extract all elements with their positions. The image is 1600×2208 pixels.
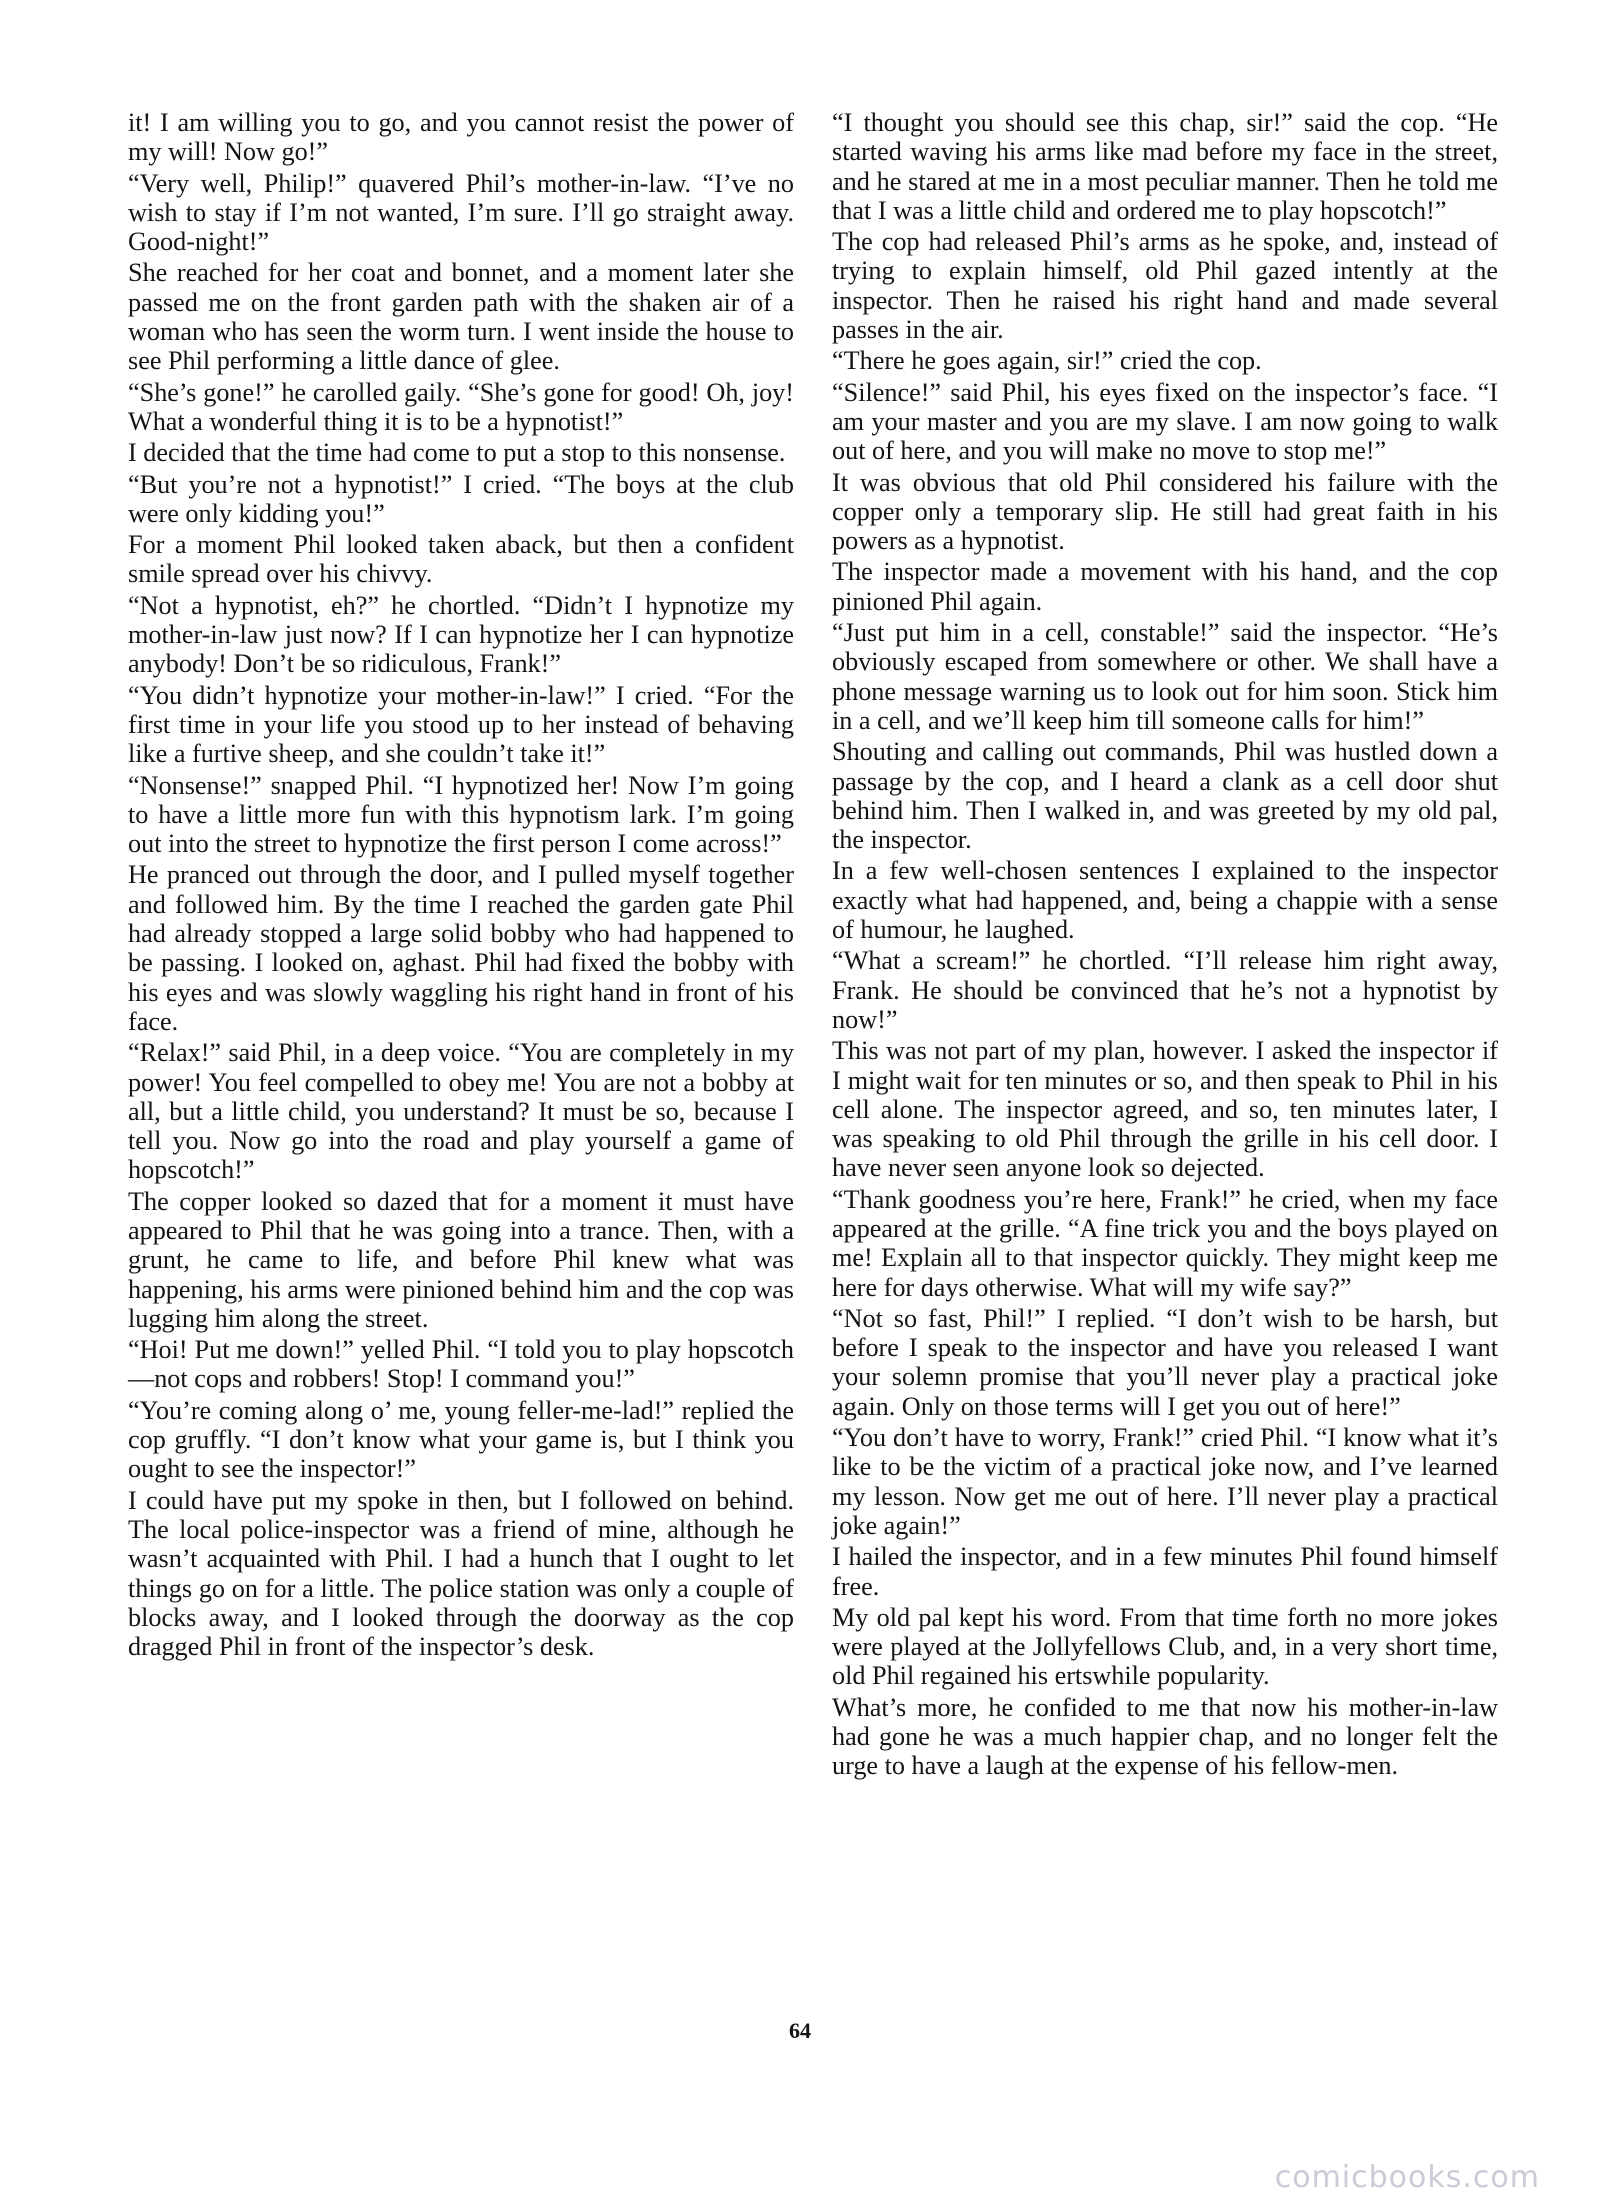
paragraph: For a moment Phil looked taken aback, but then a confident smile spread over his chivvy. <box>128 530 794 589</box>
paragraph: I hailed the inspector, and in a few minutes Phil found himself free. <box>832 1542 1498 1601</box>
text-column-right <box>832 108 1498 1783</box>
paragraph: “Nonsense!” snapped Phil. “I hypnotized her! Now I’m going to have a little more fun with this hypnotism lark. I’m going out into the street to hypnotize the first person I come across!” <box>128 770 794 859</box>
paragraph: It was obvious that old Phil considered his failure with the copper only a temporary slip. He still had great faith in his powers as a hypnotist. <box>832 467 1498 556</box>
paragraph: “You didn’t hypnotize your mother-in-law!” I cried. “For the first time in your life you stood up to her instead of behaving like a furtive sheep, and she couldn’t take it!” <box>128 680 794 769</box>
paragraph: The copper looked so dazed that for a moment it must have appeared to Phil that he was going into a trance. Then, with a grunt, he came to life, and before Phil knew what was happening, his arms were pinioned behind him and the cop was lugging him along the street. <box>128 1186 794 1333</box>
paragraph: My old pal kept his word. From that time forth no more jokes were played at the Jollyfellows Club, and, in a very short time, old Phil regained his ertswhile popularity. <box>832 1602 1498 1691</box>
paragraph: “You’re coming along o’ me, young feller-me-lad!” replied the cop gruffly. “I don’t know what your game is, but I think you ought to see the inspector!” <box>128 1395 794 1484</box>
paragraph: “Just put him in a cell, constable!” said the inspector. “He’s obviously escaped from somewhere or other. We shall have a phone message warning us to look out for him soon. Stick him in a cell, and we’ll keep him till someone calls for him!” <box>832 618 1498 735</box>
page-number: 64 <box>789 2018 811 2043</box>
paragraph: it! I am willing you to go, and you cannot resist the power of my will! Now go!” <box>128 108 794 167</box>
paragraph: He pranced out through the door, and I pulled myself together and followed him. By the time I reached the garden gate Phil had already stopped a large solid bobby who had happened to be passing. I looked on, aghast. Phil had fixed the bobby with his eyes and was slowly waggling his right hand in front of his face. <box>128 860 794 1036</box>
paragraph: “Not a hypnotist, eh?” he chortled. “Didn’t I hypnotize my mother-in-law just now? If I can hypnotize her I can hypnotize anybody! Don’t be so ridiculous, Frank!” <box>128 590 794 679</box>
paragraph: “What a scream!” he chortled. “I’ll release him right away, Frank. He should be convinced that he’s not a hypnotist by now!” <box>832 946 1498 1034</box>
paragraph: Shouting and calling out commands, Phil was hustled down a passage by the cop, and I heard a clank as a cell door shut behind him. Then I walked in, and was greeted by my old pal, the inspector. <box>832 737 1498 855</box>
paragraph: What’s more, he confided to me that now his mother-in-law had gone he was a much happier chap, and no longer felt the urge to have a laugh at the expense of his fellow-men. <box>832 1692 1498 1781</box>
paragraph: “I thought you should see this chap, sir!” said the cop. “He started waving his arms like mad before my face in the street, and he stared at me in a most peculiar manner. Then he told me that I was a little child and ordered me to play hopscotch!” <box>832 108 1498 225</box>
paragraph: “You don’t have to worry, Frank!” cried Phil. “I know what it’s like to be the victim of a practical joke now, and I’ve learned my lesson. Now get me out of here. I’ll never play a practical joke again!” <box>832 1423 1498 1540</box>
paragraph: “Silence!” said Phil, his eyes fixed on the inspector’s face. “I am your master and you are my slave. I am now going to walk out of here, and you will make no move to stop me!” <box>832 377 1498 466</box>
paragraph: The cop had released Phil’s arms as he spoke, and, instead of trying to explain himself, old Phil gazed intently at the inspector. Then he raised his right hand and made several passes in the air. <box>832 227 1498 345</box>
paragraph: “There he goes again, sir!” cried the cop. <box>832 346 1262 376</box>
paragraph: I could have put my spoke in then, but I followed on behind. The local police-inspector was a friend of mine, although he wasn’t acquainted with Phil. I had a hunch that I ought to let things go on for a little. The police station was only a couple of blocks away, and I looked through the doorway as the cop dragged Phil in front of the inspector’s desk. <box>128 1485 794 1662</box>
paragraph: This was not part of my plan, however. I asked the inspector if I might wait for ten minutes or so, and then speak to Phil in his cell alone. The inspector agreed, and so, ten minutes later, I was speaking to old Phil through the grille in his cell door. I have never seen anyone look so dejected. <box>832 1036 1498 1183</box>
paragraph: “But you’re not a hypnotist!” I cried. “The boys at the club were only kidding you!” <box>128 469 794 528</box>
watermark: comicbooks.com <box>1274 2160 1540 2195</box>
paragraph: “Not so fast, Phil!” I replied. “I don’t wish to be harsh, but before I speak to the inspector and have you released I want your solemn promise that you’ll never play a practical joke again. Only on those terms will I get you out of here!” <box>832 1303 1498 1421</box>
paragraph: I decided that the time had come to put a stop to this nonsense. <box>128 438 786 468</box>
paragraph: “Hoi! Put me down!” yelled Phil. “I told you to play hopscotch—not cops and robbers! Stop! I command you!” <box>128 1335 794 1394</box>
paragraph: “She’s gone!” he carolled gaily. “She’s gone for good! Oh, joy! What a wonderful thing it is to be a hypnotist!” <box>128 377 794 436</box>
paragraph: She reached for her coat and bonnet, and a moment later she passed me on the front garden path with the shaken air of a woman who has seen the worm turn. I went inside the house to see Phil performing a little dance of glee. <box>128 258 794 376</box>
paragraph: “Very well, Philip!” quavered Phil’s mother-in-law. “I’ve no wish to stay if I’m not wanted, I’m sure. I’ll go straight away. Good-night!” <box>128 168 794 257</box>
paragraph: In a few well-chosen sentences I explained to the inspector exactly what had happened, and, being a chappie with a sense of humour, he laughed. <box>832 856 1498 945</box>
text-column-left <box>128 108 794 1663</box>
paragraph: “Thank goodness you’re here, Frank!” he cried, when my face appeared at the grille. “A fine trick you and the boys played on me! Explain all to that inspector quickly. They might keep me here for days otherwise. What will my wife say?” <box>832 1184 1498 1302</box>
paragraph: “Relax!” said Phil, in a deep voice. “You are completely in my power! You feel compelled to obey me! You are not a bobby at all, but a little child, you understand? It must be so, because I tell you. Now go into the road and play yourself a game of hopscotch!” <box>128 1038 794 1185</box>
paragraph: The inspector made a movement with his hand, and the cop pinioned Phil again. <box>832 557 1498 616</box>
